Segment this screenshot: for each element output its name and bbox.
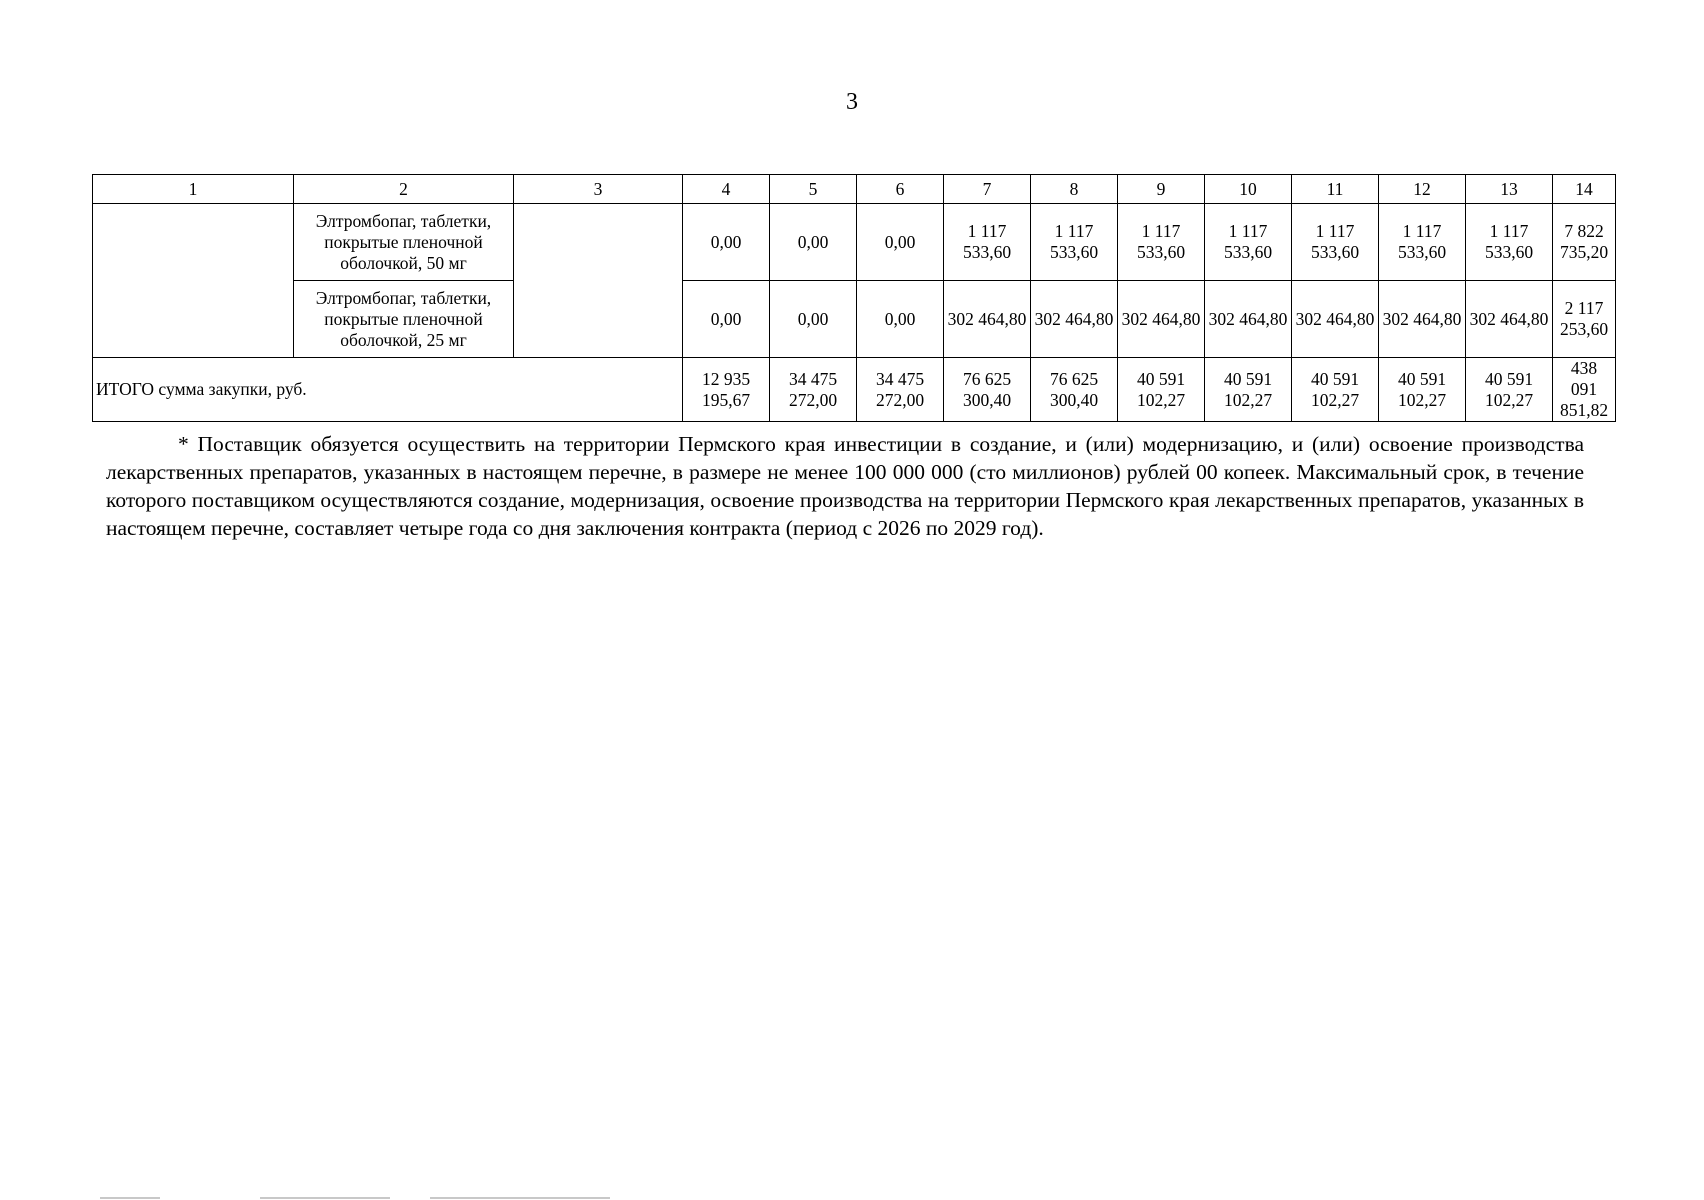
- column-header: 12: [1379, 175, 1466, 204]
- column-header: 3: [514, 175, 683, 204]
- value-cell: 1 117 533,60: [1031, 204, 1118, 281]
- total-label: ИТОГО сумма закупки, руб.: [93, 358, 683, 422]
- value-cell: 302 464,80: [1292, 281, 1379, 358]
- total-value-cell: 40 591 102,27: [1379, 358, 1466, 422]
- drug-name-cell: Элтромбопаг, таблетки, покрытые пленочной оболочкой, 50 мг: [294, 204, 514, 281]
- scan-artifact: [260, 1197, 390, 1199]
- total-value-cell: 40 591 102,27: [1292, 358, 1379, 422]
- total-value-cell: 40 591 102,27: [1466, 358, 1553, 422]
- value-cell: 302 464,80: [1205, 281, 1292, 358]
- value-cell: 0,00: [857, 204, 944, 281]
- column-header: 7: [944, 175, 1031, 204]
- total-value-cell: 76 625 300,40: [1031, 358, 1118, 422]
- value-cell: 302 464,80: [1118, 281, 1205, 358]
- drug-name-cell: Элтромбопаг, таблетки, покрытые пленочной оболочкой, 25 мг: [294, 281, 514, 358]
- page-number: 3: [846, 89, 858, 115]
- total-value-cell: 34 475 272,00: [770, 358, 857, 422]
- column-header: 1: [93, 175, 294, 204]
- value-cell: 1 117 533,60: [1118, 204, 1205, 281]
- procurement-table: [92, 174, 1616, 422]
- value-cell: 0,00: [857, 281, 944, 358]
- value-cell: 0,00: [683, 204, 770, 281]
- value-cell: 0,00: [770, 281, 857, 358]
- value-cell: 302 464,80: [944, 281, 1031, 358]
- value-cell: 302 464,80: [1031, 281, 1118, 358]
- footnote-paragraph: * Поставщик обязуется осуществить на территории Пермского края инвестиции в создание, и (или) модернизацию, и (или) освоение производства лекарственных препаратов, указанных в настоящем перечне, в размере не менее 100 000 000 (сто миллионов) рублей 00 копеек. Максимальный срок, в течение которого поставщиком осуществляются создание, модернизация, освоение производства на территории Пермского края лекарственных препаратов, указанных в настоящем перечне, составляет четыре года со дня заключения контракта (период с 2026 по 2029 год).: [106, 432, 1584, 540]
- column-header: 10: [1205, 175, 1292, 204]
- value-cell: 0,00: [770, 204, 857, 281]
- column-header: 11: [1292, 175, 1379, 204]
- scan-artifact: [100, 1197, 160, 1199]
- empty-cell: [514, 204, 683, 358]
- value-cell: 1 117 533,60: [1379, 204, 1466, 281]
- total-value-cell: 40 591 102,27: [1118, 358, 1205, 422]
- column-header: 4: [683, 175, 770, 204]
- value-cell: 1 117 533,60: [1466, 204, 1553, 281]
- value-cell: 302 464,80: [1466, 281, 1553, 358]
- total-value-cell: 438 091 851,82: [1553, 358, 1616, 422]
- column-header: 6: [857, 175, 944, 204]
- value-cell: 7 822 735,20: [1553, 204, 1616, 281]
- total-value-cell: 34 475 272,00: [857, 358, 944, 422]
- table-header-row: [93, 175, 1616, 204]
- column-header: 8: [1031, 175, 1118, 204]
- value-cell: 2 117 253,60: [1553, 281, 1616, 358]
- value-cell: 0,00: [683, 281, 770, 358]
- table-row: [93, 204, 1616, 281]
- scan-artifact: [430, 1197, 610, 1199]
- total-value-cell: 76 625 300,40: [944, 358, 1031, 422]
- total-row: [93, 358, 1616, 422]
- total-value-cell: 12 935 195,67: [683, 358, 770, 422]
- value-cell: 1 117 533,60: [1292, 204, 1379, 281]
- value-cell: 1 117 533,60: [1205, 204, 1292, 281]
- total-value-cell: 40 591 102,27: [1205, 358, 1292, 422]
- table-row: [93, 281, 1616, 358]
- value-cell: 302 464,80: [1379, 281, 1466, 358]
- column-header: 9: [1118, 175, 1205, 204]
- column-header: 5: [770, 175, 857, 204]
- empty-cell: [93, 204, 294, 358]
- column-header: 14: [1553, 175, 1616, 204]
- value-cell: 1 117 533,60: [944, 204, 1031, 281]
- column-header: 2: [294, 175, 514, 204]
- column-header: 13: [1466, 175, 1553, 204]
